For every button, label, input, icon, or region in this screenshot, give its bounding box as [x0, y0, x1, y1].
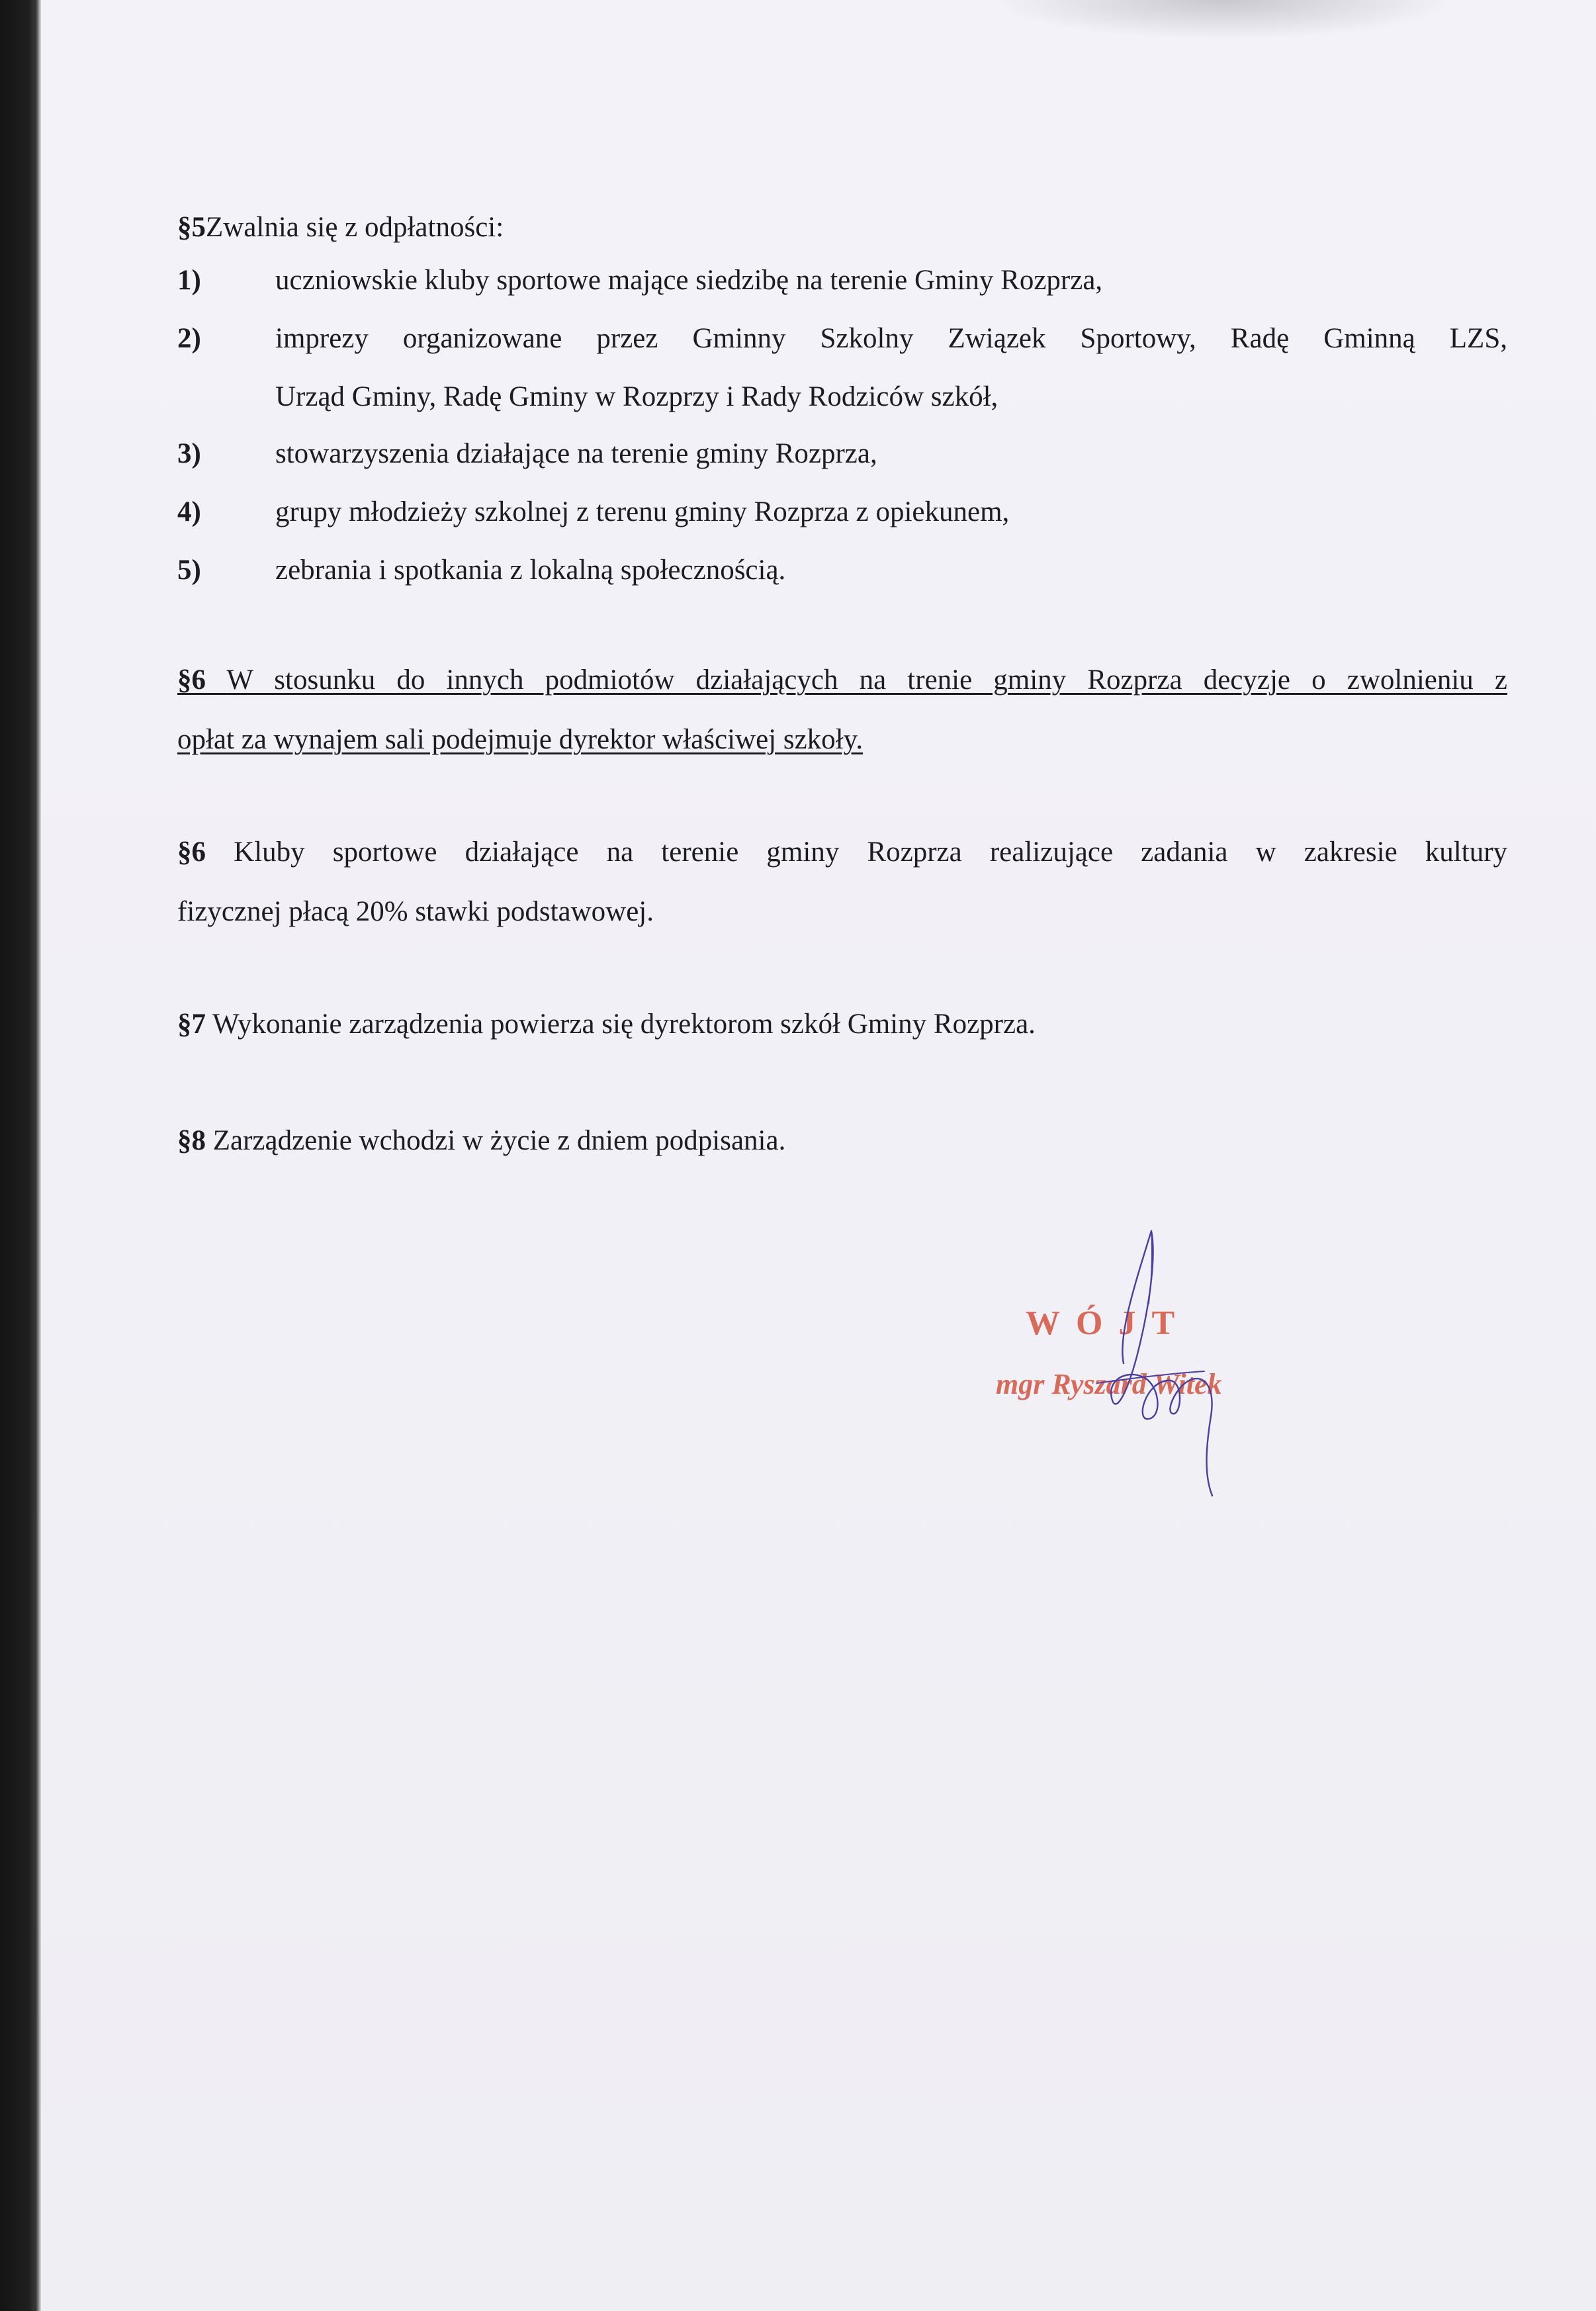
- section-8: [177, 1124, 785, 1158]
- list-item-text-block: [275, 322, 1507, 414]
- list-item-text: uczniowskie kluby sportowe mające siedzibę na terenie Gminy Rozprza,: [275, 265, 1103, 296]
- list-item: [177, 437, 1507, 471]
- list-item-text: zebrania i spotkania z lokalną społecznością.: [275, 555, 786, 586]
- section-5-heading: [177, 210, 504, 245]
- list-item-number: 1): [177, 265, 201, 296]
- section-6-underlined: [177, 663, 1507, 757]
- list-item-number: 2): [177, 323, 201, 354]
- list-item-text: stowarzyszenia działające na terenie gminy Rozprza,: [275, 438, 877, 469]
- section-number: §8: [177, 1125, 206, 1156]
- section-number: §6: [177, 664, 206, 696]
- handwritten-signature: [986, 1218, 1330, 1509]
- paragraph-line: [177, 835, 1507, 870]
- list-item-text: Urząd Gminy, Radę Gminy w Rozprzy i Rady Rodziców szkół,: [275, 381, 998, 412]
- list-item: [177, 495, 1507, 529]
- section-text: Kluby sportowe działające na terenie gminy Rozprza realizujące zadania w zakresie kultury: [234, 837, 1508, 868]
- stamp-title: WÓJT: [1026, 1304, 1191, 1342]
- scan-fold-shadow: [993, 0, 1456, 40]
- list-item-text: imprezy organizowane przez Gminny Szkolny Związek Sportowy, Radę Gminną LZS,: [275, 323, 1507, 354]
- section-text: Wykonanie zarządzenia powierza się dyrektorom szkół Gminy Rozprza.: [212, 1009, 1036, 1040]
- list-item: [177, 553, 1507, 588]
- stamp-name: mgr Ryszard Witek: [996, 1368, 1222, 1400]
- paragraph-line: [177, 663, 1507, 698]
- list-item-text: grupy młodzieży szkolnej z terenu gminy Rozprza z opiekunem,: [275, 496, 1010, 527]
- paragraph-line: opłat za wynajem sali podejmuje dyrektor właściwej szkoły.: [177, 724, 864, 755]
- signature-stamp-area: [986, 1218, 1330, 1509]
- paragraph-line: fizycznej płacą 20% stawki podstawowej.: [177, 896, 654, 927]
- scanner-edge-shadow: [0, 0, 41, 2311]
- section-text: Zwalnia się z odpłatności:: [206, 212, 504, 243]
- section-number: §5: [177, 212, 206, 243]
- list-item: [177, 263, 1507, 298]
- list-item-number: 3): [177, 438, 201, 469]
- list-item: [177, 322, 1507, 414]
- section-number: §7: [177, 1009, 206, 1040]
- section-text: Zarządzenie wchodzi w życie z dniem podpisania.: [212, 1125, 786, 1156]
- list-item-number: 5): [177, 555, 201, 586]
- section-text: W stosunku do innych podmiotów działających na trenie gminy Rozprza decyzje o zwolnieniu z: [226, 664, 1508, 696]
- section-7: [177, 1007, 1036, 1042]
- section-6-sports-clubs: [177, 835, 1507, 929]
- section-number: §6: [177, 837, 206, 868]
- list-item-number: 4): [177, 496, 201, 527]
